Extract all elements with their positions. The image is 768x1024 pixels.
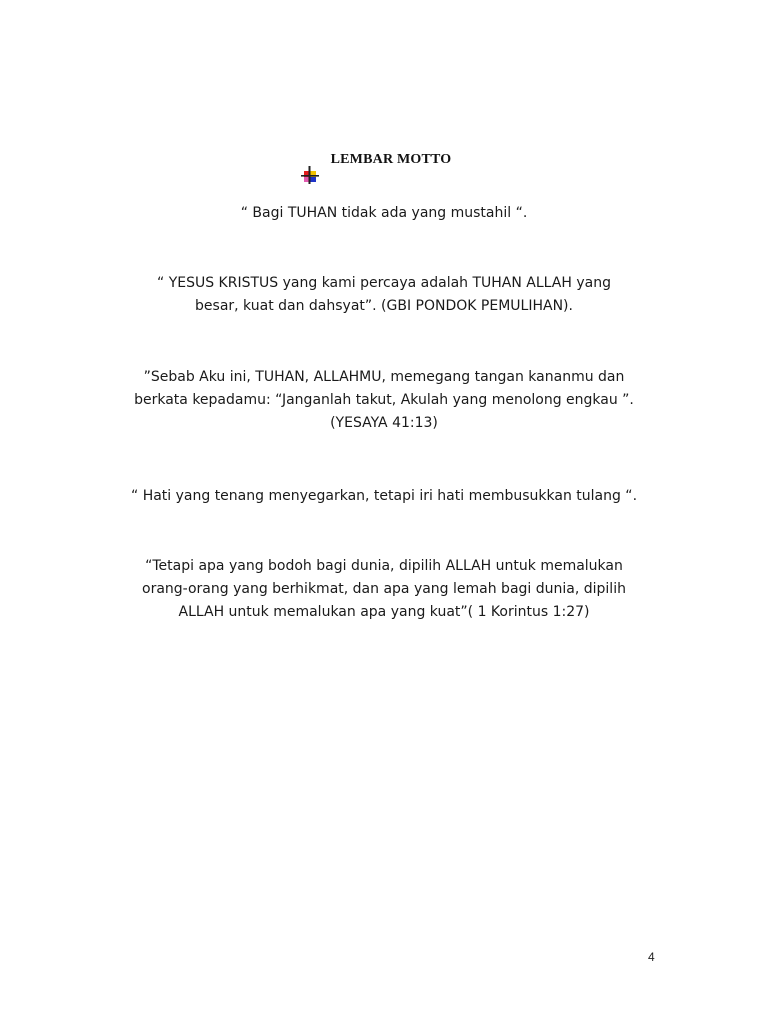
motto-3 (120, 366, 648, 435)
motto-line: orang-orang yang berhikmat, dan apa yang lemah bagi dunia, dipilih (142, 581, 626, 597)
motto-line: berkata kepadamu: “Janganlah takut, Akulah yang menolong engkau ”. (134, 392, 634, 408)
motto-2 (120, 272, 648, 318)
page-title-text: LEMBAR MOTTO (330, 152, 452, 167)
motto-line: “ Bagi TUHAN tidak ada yang mustahil “. (240, 205, 528, 221)
page-number: 4 (648, 950, 655, 964)
bullet-marker-icon (301, 166, 319, 184)
motto-1 (120, 202, 648, 225)
marker-blue-square (310, 177, 316, 182)
motto-line: “ YESUS KRISTUS yang kami percaya adalah TUHAN ALLAH yang (156, 275, 611, 291)
title-wrap (0, 150, 768, 168)
motto-4 (120, 485, 648, 508)
motto-line: ”Sebab Aku ini, TUHAN, ALLAHMU, memegang tangan kananmu dan (143, 369, 625, 385)
page-title (317, 152, 452, 168)
motto-line: besar, kuat dan dahsyat”. (GBI PONDOK PEMULIHAN). (195, 298, 573, 314)
motto-line: “Tetapi apa yang bodoh bagi dunia, dipilih ALLAH untuk memalukan (145, 558, 623, 574)
marker-horizontal-line (301, 175, 319, 177)
motto-5 (120, 555, 648, 624)
motto-line: ALLAH untuk memalukan apa yang kuat”( 1 Korintus 1:27) (178, 604, 590, 620)
motto-line: “ Hati yang tenang menyegarkan, tetapi iri hati membusukkan tulang “. (130, 488, 638, 504)
motto-line: (YESAYA 41:13) (330, 415, 438, 431)
